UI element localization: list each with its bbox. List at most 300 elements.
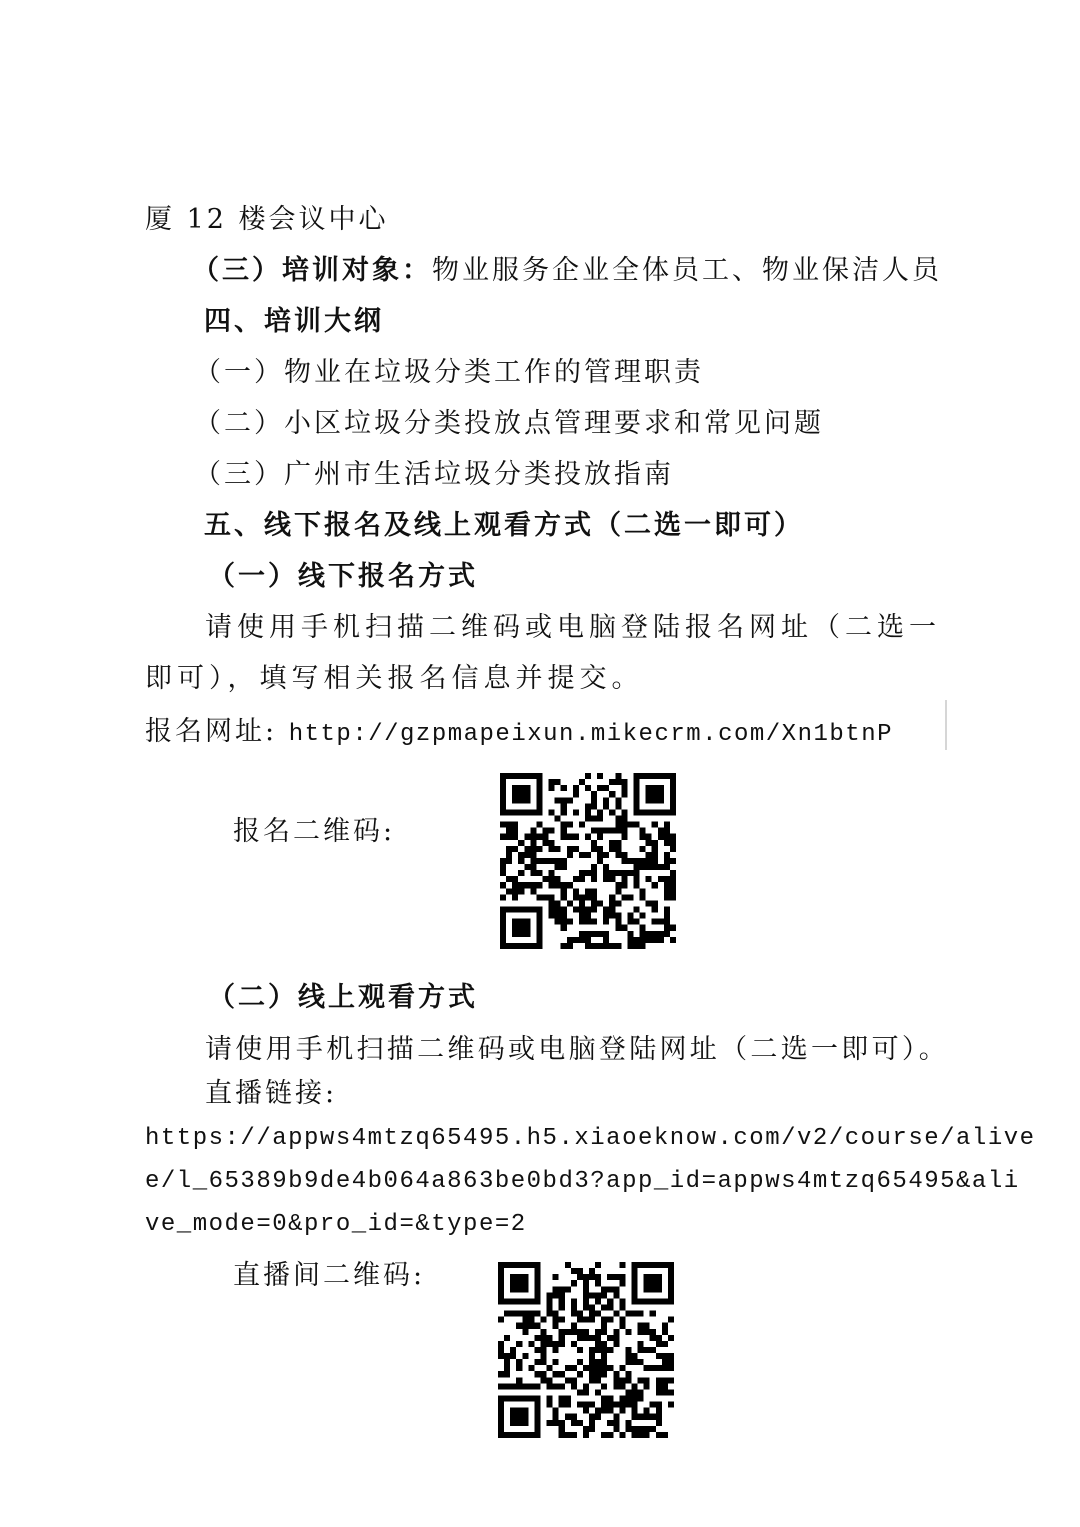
qr-module [670, 876, 676, 882]
qr-module [524, 882, 530, 888]
qr-module [664, 852, 670, 858]
qr-module [571, 1414, 577, 1420]
qr-module [573, 888, 579, 894]
qr-module [615, 852, 621, 858]
qr-module [553, 1317, 559, 1323]
live-url-line-3[interactable]: ve_mode=0&pro_id=&type=2 [145, 1211, 527, 1238]
qr-module [625, 1402, 631, 1408]
qr-module [625, 1329, 631, 1335]
qr-module [632, 1408, 638, 1414]
divider-mark [945, 700, 947, 750]
qr-module [634, 773, 640, 779]
qr-module [603, 870, 609, 876]
qr-module [634, 882, 640, 888]
qr-module [536, 773, 542, 779]
qr-module [536, 919, 542, 925]
qr-module [619, 1304, 625, 1310]
qr-module [555, 815, 561, 821]
live-qr-code[interactable] [498, 1262, 674, 1438]
signup-qr-code[interactable] [500, 773, 676, 949]
qr-module [609, 894, 615, 900]
qr-module [644, 1323, 650, 1329]
qr-module [607, 1335, 613, 1341]
qr-module [664, 925, 670, 931]
qr-module [591, 797, 597, 803]
qr-module [500, 937, 506, 943]
qr-module [652, 919, 658, 925]
qr-module [668, 1353, 674, 1359]
online-heading: （二）线上观看方式 [208, 982, 478, 1013]
qr-module [498, 1317, 504, 1323]
qr-module [613, 1377, 619, 1383]
qr-module [577, 1274, 583, 1280]
qr-module [662, 1329, 668, 1335]
qr-module [627, 858, 633, 864]
qr-module [530, 888, 536, 894]
qr-module [632, 1268, 638, 1274]
qr-module [565, 1402, 571, 1408]
qr-module [664, 919, 670, 925]
qr-module [603, 864, 609, 870]
qr-module [553, 1341, 559, 1347]
qr-module [540, 1329, 546, 1335]
qr-module [634, 779, 640, 785]
signup-qr-label: 报名二维码: [233, 816, 396, 847]
qr-module [559, 1341, 565, 1347]
qr-module [632, 1298, 638, 1304]
qr-module [583, 1298, 589, 1304]
qr-module [615, 773, 621, 779]
qr-module [585, 785, 591, 791]
qr-module [579, 907, 585, 913]
qr-module [668, 1389, 674, 1395]
qr-module [534, 1280, 540, 1286]
qr-module [512, 876, 518, 882]
qr-module [504, 1335, 510, 1341]
qr-module [646, 864, 652, 870]
qr-module [561, 925, 567, 931]
qr-module [638, 1262, 644, 1268]
qr-module [627, 937, 633, 943]
qr-module [516, 1383, 522, 1389]
qr-module [583, 1317, 589, 1323]
qr-module [619, 1298, 625, 1304]
qr-module [640, 894, 646, 900]
qr-module [619, 1317, 625, 1323]
qr-module [621, 858, 627, 864]
qr-module [498, 1371, 504, 1377]
qr-module [518, 925, 524, 931]
qr-module [524, 864, 530, 870]
qr-module [504, 1262, 510, 1268]
qr-module [512, 822, 518, 828]
qr-module [670, 882, 676, 888]
qr-module [668, 1280, 674, 1286]
qr-module [547, 1377, 553, 1383]
qr-module [512, 809, 518, 815]
qr-module [534, 1414, 540, 1420]
qr-module [585, 931, 591, 937]
qr-module [500, 943, 506, 949]
qr-module [540, 1359, 546, 1365]
qr-module [573, 791, 579, 797]
qr-module [498, 1286, 504, 1292]
qr-module [567, 919, 573, 925]
qr-module [668, 1262, 674, 1268]
qr-module [522, 1353, 528, 1359]
qr-module [662, 1323, 668, 1329]
qr-module [553, 1359, 559, 1365]
qr-module [571, 1298, 577, 1304]
qr-module [646, 797, 652, 803]
qr-module [506, 888, 512, 894]
qr-module [638, 1414, 644, 1420]
qr-module [668, 1335, 674, 1341]
qr-module [561, 919, 567, 925]
qr-module [510, 1262, 516, 1268]
qr-module [597, 846, 603, 852]
qr-module [567, 797, 573, 803]
qr-module [595, 1329, 601, 1335]
qr-module [615, 815, 621, 821]
qr-module [547, 1365, 553, 1371]
qr-module [615, 846, 621, 852]
qr-module [595, 1292, 601, 1298]
qr-module [500, 785, 506, 791]
qr-module [524, 785, 530, 791]
qr-module [652, 785, 658, 791]
qr-module [524, 907, 530, 913]
qr-module [625, 1311, 631, 1317]
qr-module [607, 1298, 613, 1304]
qr-module [579, 852, 585, 858]
qr-module [561, 864, 567, 870]
qr-module [530, 834, 536, 840]
qr-module [500, 803, 506, 809]
qr-module [627, 822, 633, 828]
qr-module [577, 1335, 583, 1341]
qr-module [632, 1426, 638, 1432]
qr-module [609, 828, 615, 834]
live-url-line-1[interactable]: https://appws4mtzq65495.h5.xiaoeknow.com/v2/course/alive [145, 1125, 1036, 1152]
qr-module [638, 1432, 644, 1438]
qr-module [613, 1274, 619, 1280]
qr-module [668, 1377, 674, 1383]
qr-module [536, 797, 542, 803]
qr-module [644, 1262, 650, 1268]
qr-module [603, 943, 609, 949]
qr-module [601, 1402, 607, 1408]
qr-module [591, 815, 597, 821]
qr-module [534, 1426, 540, 1432]
qr-module [547, 1298, 553, 1304]
qr-module [524, 925, 530, 931]
qr-module [613, 1414, 619, 1420]
qr-module [512, 846, 518, 852]
qr-module [632, 1292, 638, 1298]
qr-module [522, 1432, 528, 1438]
qr-module [613, 1329, 619, 1335]
qr-module [500, 809, 506, 815]
qr-module [591, 828, 597, 834]
qr-module [662, 1365, 668, 1371]
qr-module [571, 1311, 577, 1317]
qr-module [516, 1323, 522, 1329]
qr-module [555, 846, 561, 852]
qr-module [670, 809, 676, 815]
qr-module [561, 834, 567, 840]
qr-module [603, 797, 609, 803]
qr-module [504, 1396, 510, 1402]
qr-module [506, 943, 512, 949]
qr-module [621, 852, 627, 858]
qr-module [644, 1408, 650, 1414]
qr-module [619, 1408, 625, 1414]
qr-module [621, 834, 627, 840]
qr-module [591, 907, 597, 913]
qr-module [506, 828, 512, 834]
qr-module [597, 900, 603, 906]
qr-module [656, 1414, 662, 1420]
qr-module [632, 1383, 638, 1389]
qr-module [573, 785, 579, 791]
qr-module [524, 943, 530, 949]
qr-module [510, 1396, 516, 1402]
qr-module [534, 1396, 540, 1402]
qr-module [571, 1280, 577, 1286]
qr-module [644, 1274, 650, 1280]
qr-module [518, 888, 524, 894]
qr-module [549, 846, 555, 852]
qr-module [516, 1365, 522, 1371]
qr-module [542, 828, 548, 834]
audience-label: （三）培训对象： [192, 255, 432, 286]
qr-module [652, 937, 658, 943]
qr-module [638, 1311, 644, 1317]
qr-module [662, 1262, 668, 1268]
live-link-label: 直播链接: [205, 1078, 338, 1109]
qr-module [634, 876, 640, 882]
qr-module [591, 846, 597, 852]
qr-module [603, 913, 609, 919]
qr-module [664, 822, 670, 828]
qr-module [504, 1383, 510, 1389]
qr-module [540, 1317, 546, 1323]
qr-module [601, 1396, 607, 1402]
qr-module [644, 1280, 650, 1286]
qr-module [500, 894, 506, 900]
qr-module [658, 809, 664, 815]
qr-module [668, 1317, 674, 1323]
qr-module [634, 864, 640, 870]
qr-module [603, 803, 609, 809]
qr-module [528, 1383, 534, 1389]
qr-module [644, 1383, 650, 1389]
qr-module [534, 1274, 540, 1280]
qr-module [534, 1347, 540, 1353]
qr-module [644, 1377, 650, 1383]
qr-module [650, 1335, 656, 1341]
qr-module [540, 1353, 546, 1359]
qr-module [583, 1389, 589, 1395]
qr-module [601, 1371, 607, 1377]
qr-module [504, 1359, 510, 1365]
qr-module [652, 773, 658, 779]
qr-module [650, 1426, 656, 1432]
qr-module [601, 1304, 607, 1310]
qr-module [528, 1323, 534, 1329]
offline-desc-line-2: 即可），填写相关报名信息并提交。 [145, 663, 644, 694]
qr-module [589, 1420, 595, 1426]
qr-module [650, 1286, 656, 1292]
qr-module [547, 1335, 553, 1341]
qr-module [656, 1432, 662, 1438]
qr-module [662, 1377, 668, 1383]
live-qr-label: 直播间二维码: [233, 1260, 426, 1291]
qr-module [621, 828, 627, 834]
qr-module [547, 1396, 553, 1402]
qr-module [632, 1262, 638, 1268]
qr-module [652, 864, 658, 870]
qr-module [603, 785, 609, 791]
qr-module [547, 1402, 553, 1408]
qr-module [510, 1383, 516, 1389]
qr-module [506, 822, 512, 828]
qr-module [498, 1262, 504, 1268]
qr-module [542, 840, 548, 846]
qr-module [547, 1341, 553, 1347]
qr-module [615, 888, 621, 894]
qr-module [632, 1353, 638, 1359]
qr-module [506, 876, 512, 882]
qr-module [591, 943, 597, 949]
qr-module [632, 1396, 638, 1402]
qr-module [553, 1347, 559, 1353]
qr-module [638, 1426, 644, 1432]
qr-module [516, 1280, 522, 1286]
qr-module [577, 1347, 583, 1353]
live-qr-image [498, 1262, 674, 1438]
qr-module [559, 1426, 565, 1432]
qr-module [518, 797, 524, 803]
qr-module [522, 1420, 528, 1426]
qr-module [652, 858, 658, 864]
qr-module [601, 1329, 607, 1335]
qr-module [656, 1274, 662, 1280]
qr-module [668, 1274, 674, 1280]
qr-module [615, 943, 621, 949]
qr-module [634, 791, 640, 797]
qr-module [646, 876, 652, 882]
qr-module [621, 876, 627, 882]
qr-module [536, 894, 542, 900]
venue-line: 厦 12 楼会议中心 [145, 204, 389, 235]
qr-module [603, 852, 609, 858]
qr-module [579, 937, 585, 943]
qr-module [627, 913, 633, 919]
qr-module [500, 864, 506, 870]
qr-module [500, 779, 506, 785]
qr-module [534, 1383, 540, 1389]
qr-module [522, 1286, 528, 1292]
qr-module [524, 919, 530, 925]
qr-module [597, 828, 603, 834]
qr-module [547, 1420, 553, 1426]
qr-module [561, 858, 567, 864]
qr-module [534, 1432, 540, 1438]
qr-module [583, 1280, 589, 1286]
qr-module [640, 809, 646, 815]
qr-module [561, 882, 567, 888]
qr-module [542, 858, 548, 864]
qr-module [559, 1292, 565, 1298]
qr-module [512, 828, 518, 834]
qr-module [561, 894, 567, 900]
qr-module [510, 1298, 516, 1304]
qr-module [573, 834, 579, 840]
qr-module [516, 1274, 522, 1280]
qr-module [613, 1335, 619, 1341]
qr-module [540, 1347, 546, 1353]
qr-module [601, 1323, 607, 1329]
qr-module [500, 919, 506, 925]
qr-module [565, 1396, 571, 1402]
qr-module [668, 1292, 674, 1298]
qr-module [601, 1286, 607, 1292]
qr-module [664, 834, 670, 840]
qr-module [634, 858, 640, 864]
qr-module [607, 1408, 613, 1414]
qr-module [498, 1402, 504, 1408]
qr-module [625, 1359, 631, 1365]
qr-module [530, 870, 536, 876]
qr-module [510, 1414, 516, 1420]
qr-module [518, 791, 524, 797]
qr-module [589, 1335, 595, 1341]
qr-module [559, 1371, 565, 1377]
qr-module [536, 870, 542, 876]
qr-module [518, 840, 524, 846]
signup-url-link[interactable]: http://gzpmapeixun.mikecrm.com/Xn1btnP [288, 721, 893, 748]
qr-module [549, 913, 555, 919]
qr-module [583, 1432, 589, 1438]
qr-module [670, 785, 676, 791]
qr-module [640, 937, 646, 943]
qr-module [583, 1402, 589, 1408]
qr-module [619, 1365, 625, 1371]
qr-module [656, 1353, 662, 1359]
qr-module [668, 1402, 674, 1408]
qr-module [534, 1262, 540, 1268]
qr-module [638, 1329, 644, 1335]
qr-module [591, 876, 597, 882]
qr-module [607, 1347, 613, 1353]
qr-module [595, 1347, 601, 1353]
qr-module [638, 1377, 644, 1383]
qr-module [619, 1377, 625, 1383]
qr-module [601, 1432, 607, 1438]
qr-module [589, 1304, 595, 1310]
qr-module [579, 894, 585, 900]
qr-module [658, 937, 664, 943]
qr-module [652, 797, 658, 803]
live-url-line-2[interactable]: e/l_65389b9de4b064a863be0bd3?app_id=appws4mtzq65495&ali [145, 1168, 1020, 1195]
qr-module [559, 1286, 565, 1292]
qr-module [577, 1371, 583, 1377]
qr-module [577, 1317, 583, 1323]
qr-module [615, 900, 621, 906]
qr-module [591, 791, 597, 797]
